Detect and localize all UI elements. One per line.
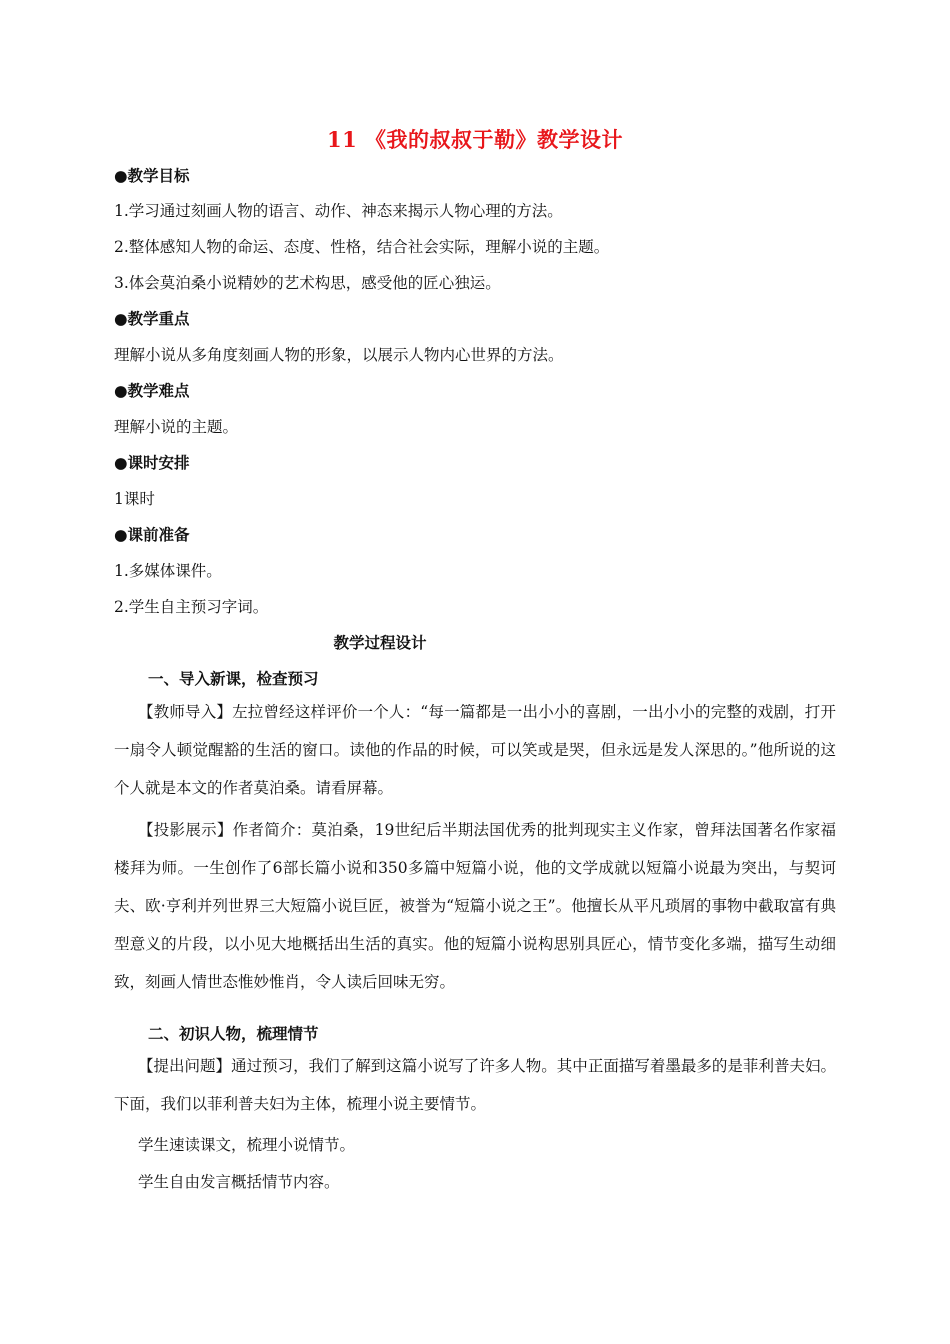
- difficulty-heading: ●教学难点: [114, 381, 190, 400]
- prep-item-2: 2.学生自主预习字词。: [114, 598, 269, 616]
- difficulty-text: 理解小说的主题。: [114, 418, 239, 436]
- prep-item-1: 1.多媒体课件。: [114, 562, 222, 580]
- section2-line-1: 学生速读课文，梳理小说情节。: [138, 1136, 356, 1154]
- section1-paragraph-1: 【教师导入】左拉曾经这样评价一个人：“每一篇都是一出小小的喜剧，一出小小的完整的戏剧，打开一扇令人顿觉醒豁的生活的窗口。读他的作品的时候，可以笑或是哭，但永远是发人深思的。”他所说的这个人就是本文的作者莫泊桑。请看屏幕。: [114, 703, 836, 797]
- goal-item-3: 3.体会莫泊桑小说精妙的艺术构思，感受他的匠心独运。: [114, 274, 501, 292]
- goal-item-2: 2.整体感知人物的命运、态度、性格，结合社会实际，理解小说的主题。: [114, 238, 610, 256]
- document-title: 11 《我的叔叔于勒》教学设计: [326, 127, 624, 152]
- section1-heading: 一、导入新课，检查预习: [148, 669, 319, 688]
- process-heading: 教学过程设计: [333, 633, 427, 652]
- section2-paragraph-1: 【提出问题】通过预习，我们了解到这篇小说写了许多人物。其中正面描写着墨最多的是菲利普夫妇。下面，我们以菲利普夫妇为主体，梳理小说主要情节。: [114, 1057, 836, 1113]
- goal-item-1: 1.学习通过刻画人物的语言、动作、神态来揭示人物心理的方法。: [114, 202, 563, 220]
- schedule-heading: ●课时安排: [114, 453, 190, 472]
- schedule-text: 1课时: [114, 490, 155, 508]
- prep-heading: ●课前准备: [114, 525, 190, 544]
- section2-heading: 二、初识人物，梳理情节: [148, 1024, 319, 1043]
- focus-text: 理解小说从多角度刻画人物的形象，以展示人物内心世界的方法。: [114, 346, 564, 364]
- goals-heading: ●教学目标: [114, 166, 190, 185]
- focus-heading: ●教学重点: [114, 309, 190, 328]
- section1-paragraph-2: 【投影展示】作者简介：莫泊桑，19世纪后半期法国优秀的批判现实主义作家，曾拜法国著名作家福楼拜为师。一生创作了6部长篇小说和350多篇中短篇小说，他的文学成就以短篇小说最为突出，与契诃夫、欧·亨利并列世界三大短篇小说巨匠，被誉为“短篇小说之王”。他擅长从平凡琐屑的事物中截取富有典型意义的片段，以小见大地概括出生活的真实。他的短篇小说构思别具匠心，情节变化多端，描写生动细致，刻画人情世态惟妙惟肖，令人读后回味无穷。: [114, 821, 836, 991]
- section2-line-2: 学生自由发言概括情节内容。: [138, 1173, 340, 1191]
